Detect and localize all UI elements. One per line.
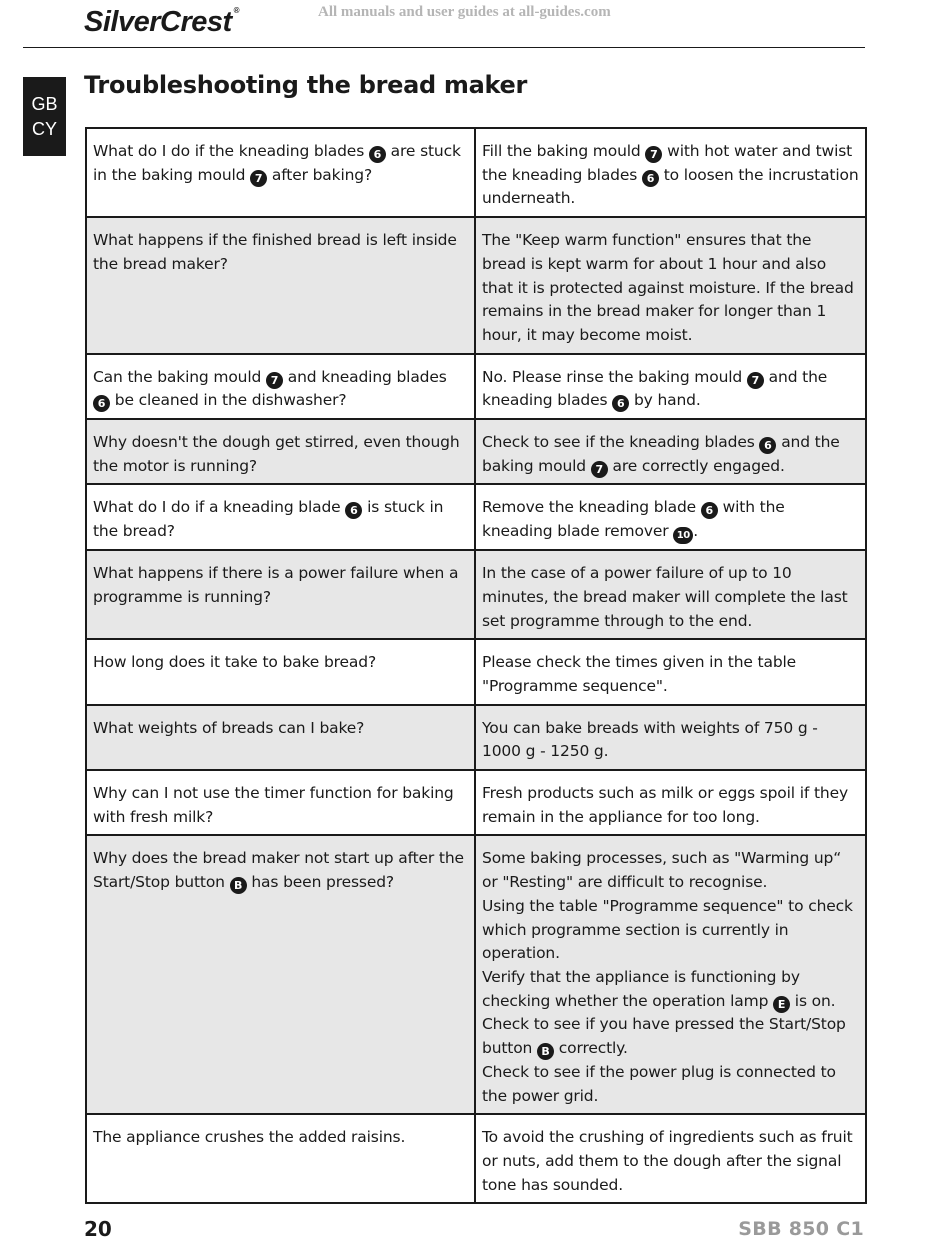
- answer-text: Some baking processes, such as "Warming up“ or "Resting" are difficult to recognise.: [482, 849, 842, 892]
- question-text: What weights of breads can I bake?: [93, 718, 365, 737]
- answer-text: to loosen the incrustation underneath.: [482, 165, 859, 208]
- page-title: Troubleshooting the bread maker: [84, 71, 528, 99]
- answer-cell: [475, 217, 866, 354]
- part-number-marker: 6: [642, 170, 659, 187]
- question-cell: [86, 1114, 475, 1203]
- part-number-marker: B: [230, 877, 247, 894]
- question-cell: [86, 419, 475, 484]
- part-number-marker: 7: [645, 146, 662, 163]
- answer-cell: [475, 484, 866, 550]
- question-cell: [86, 128, 475, 217]
- answer-cell: [475, 550, 866, 639]
- question-cell: [86, 484, 475, 550]
- language-tab: [23, 77, 66, 156]
- part-number-marker: E: [773, 996, 790, 1013]
- question-text: What happens if there is a power failure when a programme is running?: [93, 564, 459, 606]
- table-row: [86, 1114, 866, 1203]
- question-text: be cleaned in the dishwasher?: [110, 391, 347, 410]
- question-cell: [86, 705, 475, 770]
- answer-text: Fill the baking mould: [482, 142, 646, 160]
- answer-text: and the kneading blades: [482, 367, 828, 410]
- answer-text: with the kneading blade remover: [482, 498, 785, 541]
- answer-text: Check to see if you have pressed the Start/Stop button: [482, 1015, 846, 1058]
- question-cell: [86, 770, 475, 835]
- troubleshooting-table-body: [86, 128, 866, 1203]
- part-number-marker: 6: [759, 437, 776, 454]
- answer-text: by hand.: [629, 391, 701, 410]
- question-text: The appliance crushes the added raisins.: [93, 1128, 406, 1147]
- answer-cell: [475, 354, 866, 419]
- answer-text: Remove the kneading blade: [482, 498, 701, 517]
- part-number-marker: 7: [747, 372, 764, 389]
- table-row: [86, 419, 866, 484]
- answer-text: with hot water and twist the kneading blades: [482, 142, 853, 184]
- answer-cell: [475, 128, 866, 217]
- answer-text: and the baking mould: [482, 433, 840, 475]
- answer-cell: [475, 419, 866, 484]
- answer-text: Using the table "Programme sequence" to check which programme section is currently in operation.: [482, 896, 853, 963]
- answer-text: are correctly engaged.: [607, 456, 785, 475]
- page-number: 20: [84, 1217, 112, 1241]
- part-number-marker: 6: [93, 395, 110, 412]
- table-row: [86, 354, 866, 419]
- part-number-marker: 7: [266, 372, 283, 389]
- language-code-cy: CY: [31, 118, 57, 139]
- answer-text: In the case of a power failure of up to 10 minutes, the bread maker will complete the last set programme through to the end.: [482, 564, 848, 630]
- question-cell: [86, 217, 475, 354]
- part-number-marker: B: [537, 1043, 554, 1060]
- answer-text: .: [693, 522, 699, 541]
- answer-text: No. Please rinse the baking mould: [482, 367, 747, 386]
- table-row: [86, 484, 866, 550]
- question-text: Can the baking mould: [93, 367, 266, 386]
- answer-text: Fresh products such as milk or eggs spoil if they remain in the appliance for too long.: [482, 784, 848, 826]
- answer-text: Check to see if the kneading blades: [482, 433, 760, 452]
- question-text: Why can I not use the timer function for baking with fresh milk?: [93, 784, 454, 826]
- answer-text: correctly.: [554, 1039, 628, 1058]
- table-row: [86, 128, 866, 217]
- table-row: [86, 639, 866, 704]
- answer-cell: [475, 1114, 866, 1203]
- answer-cell: [475, 705, 866, 770]
- header-divider: [23, 47, 865, 48]
- question-text: Why does the bread maker not start up after the Start/Stop button: [93, 849, 464, 892]
- answer-cell: [475, 770, 866, 835]
- table-row: [86, 705, 866, 770]
- question-text: What do I do if the kneading blades: [93, 142, 369, 160]
- answer-text: Please check the times given in the table "Programme sequence".: [482, 653, 797, 695]
- part-number-marker: 7: [591, 461, 608, 478]
- answer-text: To avoid the crushing of ingredients such as fruit or nuts, add them to the dough after the signal tone has sounded.: [482, 1128, 853, 1194]
- answer-text: is on.: [790, 991, 836, 1010]
- answer-text: Verify that the appliance is functioning by checking whether the operation lamp: [482, 967, 800, 1010]
- question-text: What happens if the finished bread is left inside the bread maker?: [93, 231, 457, 273]
- question-text: are stuck in the baking mould: [93, 142, 461, 184]
- answer-text: The "Keep warm function" ensures that the bread is kept warm for about 1 hour and also that it is protected against moisture. If the bread remains in the bread maker for longer than 1 hour, it may become moist.: [482, 231, 854, 344]
- brand-logo: [84, 6, 239, 39]
- question-text: is stuck in the bread?: [93, 498, 444, 541]
- part-number-marker: 7: [250, 170, 267, 187]
- part-number-marker: 6: [612, 395, 629, 412]
- question-cell: [86, 639, 475, 704]
- watermark: All manuals and user guides at all-guides.com: [318, 4, 611, 20]
- question-text: Why doesn't the dough get stirred, even though the motor is running?: [93, 433, 460, 475]
- table-row: [86, 550, 866, 639]
- part-number-marker: 10: [673, 527, 693, 544]
- question-text: What do I do if a kneading blade: [93, 498, 346, 517]
- answer-text: Check to see if the power plug is connected to the power grid.: [482, 1062, 836, 1105]
- table-row: [86, 770, 866, 835]
- answer-cell: [475, 835, 866, 1114]
- answer-text: You can bake breads with weights of 750 g - 1000 g - 1250 g.: [482, 718, 818, 761]
- answer-cell: [475, 639, 866, 704]
- model-number: SBB 850 C1: [738, 1218, 864, 1240]
- question-text: after baking?: [267, 165, 373, 184]
- troubleshooting-table: [85, 127, 867, 1204]
- part-number-marker: 6: [701, 502, 718, 519]
- language-code-gb: GB: [31, 93, 58, 114]
- question-text: and kneading blades: [282, 367, 447, 386]
- brand-name: SilverCrest: [84, 6, 232, 38]
- part-number-marker: 6: [345, 502, 362, 519]
- question-text: How long does it take to bake bread?: [93, 653, 377, 672]
- question-cell: [86, 550, 475, 639]
- question-text: has been pressed?: [246, 873, 394, 892]
- table-row: [86, 217, 866, 354]
- question-cell: [86, 835, 475, 1114]
- question-cell: [86, 354, 475, 419]
- brand-registered-mark: ®: [233, 6, 240, 15]
- table-row: [86, 835, 866, 1114]
- part-number-marker: 6: [369, 146, 386, 163]
